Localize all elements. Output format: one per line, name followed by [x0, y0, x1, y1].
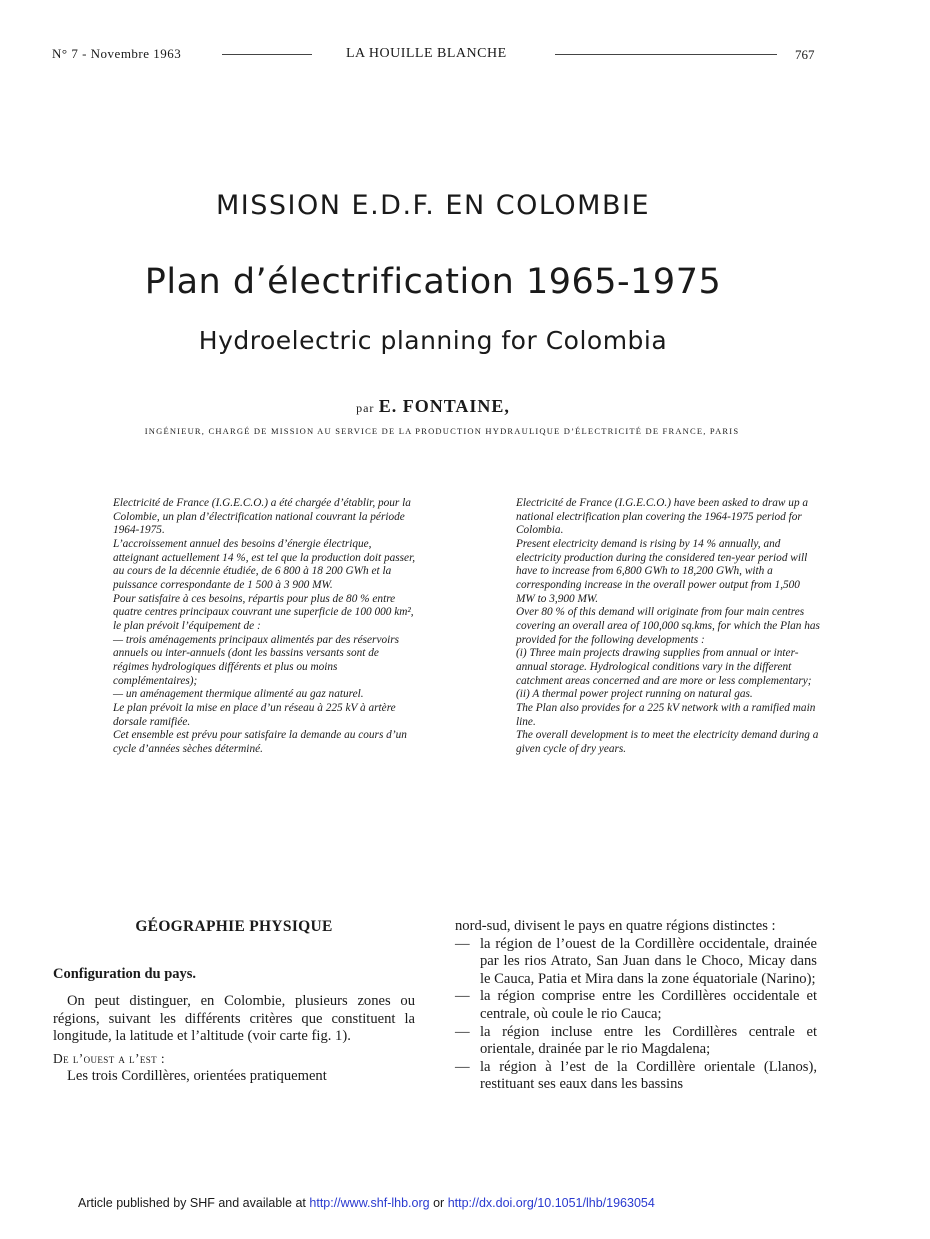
abstract-english	[516, 497, 820, 756]
author-name: E. FONTAINE,	[378, 396, 510, 416]
paragraph-configuration: On peut distinguer, en Colombie, plusieurs zones ou régions, suivant les différents critères que constituent la longitude, la latitude et l’altitude (voir carte fig. 1).	[53, 993, 415, 1045]
abstract-en-paragraph: (ii) A thermal power project running on natural gas.	[516, 688, 753, 701]
region-list	[455, 936, 817, 1094]
abstract-fr-paragraph: — un aménagement thermique alimenté au gaz naturel.	[113, 688, 364, 701]
author-prefix: par	[356, 401, 375, 415]
abstract-en-paragraph: The overall development is to meet the electricity demand during a given cycle of dry years.	[516, 729, 819, 755]
list-item: — la région comprise entre les Cordillères occidentale et centrale, où coule le rio Cauca;	[455, 988, 817, 1023]
paragraph-cordilleres: Les trois Cordillères, orientées pratiquement	[67, 1067, 327, 1084]
list-item: — la région incluse entre les Cordillères centrale et orientale, drainée par le rio Magdalena;	[455, 1024, 817, 1059]
body-column-left	[53, 918, 415, 1085]
author-affiliation: INGÉNIEUR, CHARGÉ DE MISSION AU SERVICE DE LA PRODUCTION HYDRAULIQUE D’ÉLECTRICITÉ DE FRANCE, PARIS	[144, 426, 740, 436]
footer-middle: or	[433, 1196, 445, 1210]
abstract-en-paragraph: Over 80 % of this demand will originate from four main centres covering an overall area of 100,000 sq.kms, for which the Plan has provided for the following developments :	[516, 606, 820, 646]
abstract-fr-paragraph: Electricité de France (I.G.E.C.O.) a été chargée d’établir, pour la Colombie, un plan d’électrification national couvrant la période 1964-1975.	[113, 497, 411, 537]
abstract-en-paragraph: The Plan also provides for a 225 kV network with a ramified main line.	[516, 701, 816, 728]
footer-link-doi[interactable]: http://dx.doi.org/10.1051/lhb/1963054	[447, 1196, 655, 1210]
header-issue: N° 7 - Novembre 1963	[52, 46, 182, 61]
header-journal-title: LA HOUILLE BLANCHE	[346, 46, 507, 61]
abstract-fr-paragraph: — trois aménagements principaux alimentés par des réservoirs annuels ou inter-annuels (dont les bassins versants sont de régimes hydrologiques différents et plus ou moins complémentaires);	[113, 633, 400, 687]
title-english: Hydroelectric planning for Colombia	[198, 326, 668, 355]
list-item: — la région à l’est de la Cordillère orientale (Llanos), restituant ses eaux dans les bassins	[455, 1059, 817, 1094]
abstract-fr-paragraph: Cet ensemble est prévu pour satisfaire la demande au cours d’un cycle d’années sèches déterminé.	[113, 729, 407, 755]
footer-prefix: Article published by SHF and available at	[78, 1196, 306, 1210]
body-column-right	[455, 918, 817, 1094]
abstract-en-paragraph: (i) Three main projects drawing supplies from annual or inter-annual storage. Hydrological conditions vary in the different catchment areas concerned and are more or less complementary;	[516, 647, 812, 687]
footer-link-shf[interactable]: http://www.shf-lhb.org	[309, 1196, 430, 1210]
header-rule-left	[222, 54, 312, 55]
footer-note	[78, 1196, 655, 1210]
list-item: — la région de l’ouest de la Cordillère occidentale, drainée par les rios Atrato, San Juan dans le Choco, Micay dans le Cauca, Patia et Mira dans la zone équatoriale (Narino);	[455, 936, 817, 989]
paragraph-regions-intro: nord-sud, divisent le pays en quatre régions distinctes :	[455, 918, 776, 934]
header-rule-right	[555, 54, 777, 55]
abstract-fr-paragraph: Pour satisfaire à ces besoins, répartis pour plus de 80 % entre quatre centres principaux couvrant une superficie de 100 000 km², le plan prévoit l’équipement de :	[113, 592, 414, 632]
abstract-fr-paragraph: L’accroissement annuel des besoins d’énergie électrique, atteignant actuellement 14 %, est tel que la production doit passer, au cours de la décennie étudiée, de 6 800 à 18 200 GWh et la puissance correspondante de 1 500 à 3 900 MW.	[113, 537, 416, 591]
abstract-fr-paragraph: Le plan prévoit la mise en place d’un réseau à 225 kV à artère dorsale ramifiée.	[113, 701, 396, 728]
section-title: GÉOGRAPHIE PHYSIQUE	[135, 918, 333, 935]
title-main: Plan d’électrification 1965-1975	[144, 262, 722, 302]
abstract-french	[113, 497, 417, 756]
heading-west-to-east: De l’ouest a l’est :	[53, 1050, 165, 1066]
title-mission: MISSION E.D.F. EN COLOMBIE	[215, 190, 651, 221]
subsection-title: Configuration du pays.	[53, 965, 197, 982]
author-line	[0, 396, 866, 417]
abstract-en-paragraph: Present electricity demand is rising by 14 % annually, and electricity production during the considered ten-year period will have to increase from 6,800 GWh to 18,200 GWh, with a corresponding increase in the overall power output from 1,500 MW to 3,900 MW.	[516, 537, 808, 605]
abstract-en-paragraph: Electricité de France (I.G.E.C.O.) have been asked to draw up a national electrification plan covering the 1964-1975 period for Colombia.	[516, 497, 809, 537]
header-page-number: 767	[795, 47, 815, 62]
